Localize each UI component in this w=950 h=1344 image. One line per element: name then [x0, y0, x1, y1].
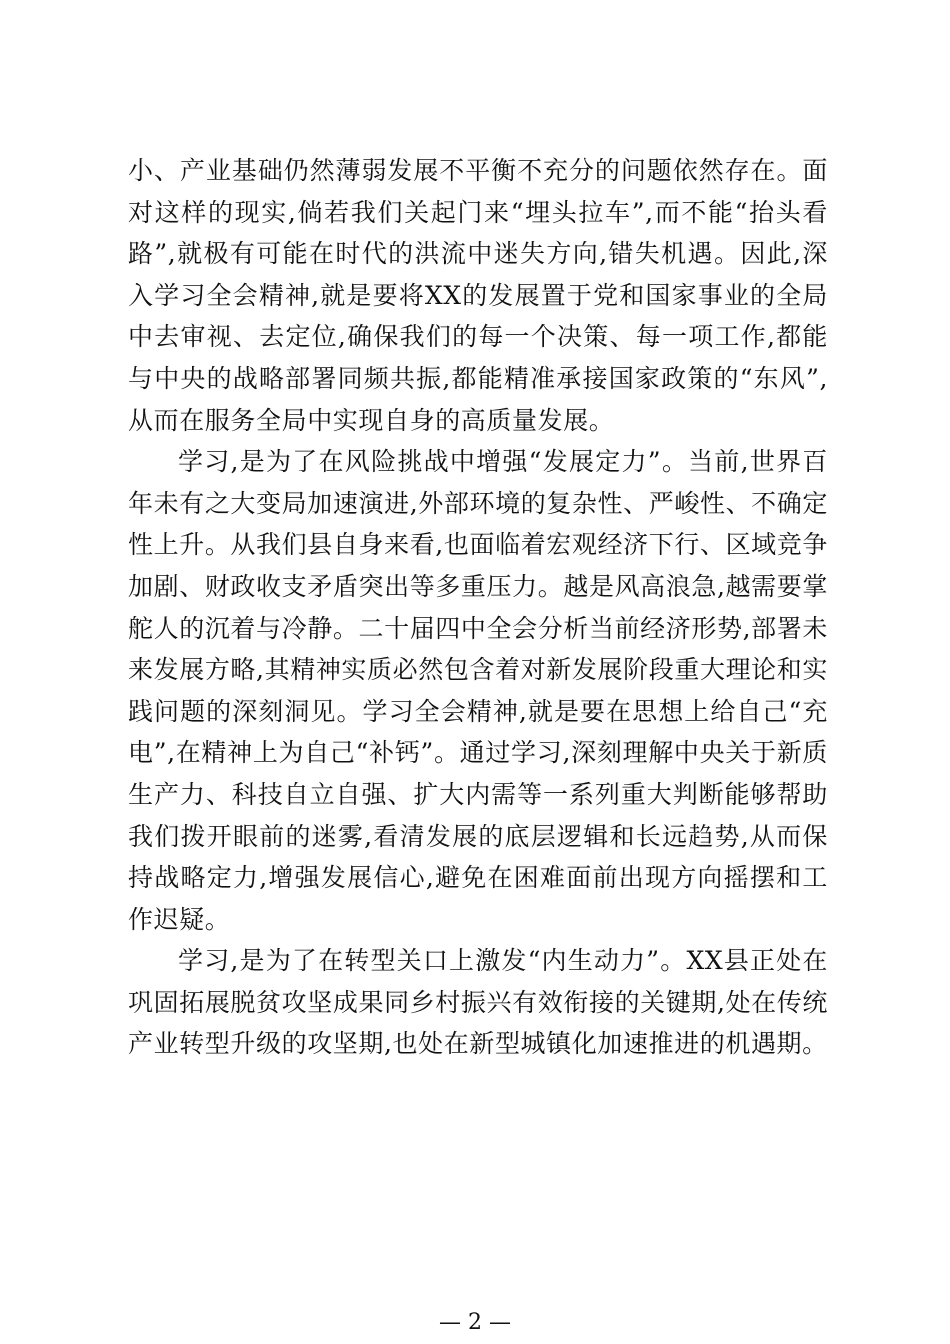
body-text [128, 150, 828, 1065]
page-number: — 2 — [439, 1310, 511, 1335]
paragraph-2: 学习,是为了在风险挑战中增强“发展定力”。当前,世界百年未有之大变局加速演进,外部环境的复杂性、严峻性、不确定性上升。从我们县自身来看,也面临着宏观经济下行、区域竞争加剧、财政收支矛盾突出等多重压力。越是风高浪急,越需要掌舵人的沉着与冷静。二十届四中全会分析当前经济形势,部署未来发展方略,其精神实质必然包含着对新发展阶段重大理论和实践问题的深刻洞见。学习全会精神,就是要在思想上给自己“充电”,在精神上为自己“补钙”。通过学习,深刻理解中央关于新质生产力、科技自立自强、扩大内需等一系列重大判断能够帮助我们拨开眼前的迷雾,看清发展的底层逻辑和长远趋势,从而保持战略定力,增强发展信心,避免在困难面前出现方向摇摆和工作迟疑。 [128, 447, 828, 934]
paragraph-3: 学习,是为了在转型关口上激发“内生动力”。XX县正处在巩固拓展脱贫攻坚成果同乡村振兴有效衔接的关键期,处在传统产业转型升级的攻坚期,也处在新型城镇化加速推进的机遇期。 [128, 946, 828, 1059]
paragraph-1: 小、产业基础仍然薄弱发展不平衡不充分的问题依然存在。面对这样的现实,倘若我们关起门来“埋头拉车”,而不能“抬头看路”,就极有可能在时代的洪流中迷失方向,错失机遇。因此,深入学习全会精神,就是要将XX的发展置于党和国家事业的全局中去审视、去定位,确保我们的每一个决策、每一项工作,都能与中央的战略部署同频共振,都能精准承接国家政策的“东风”,从而在服务全局中实现自身的高质量发展。 [128, 156, 828, 435]
